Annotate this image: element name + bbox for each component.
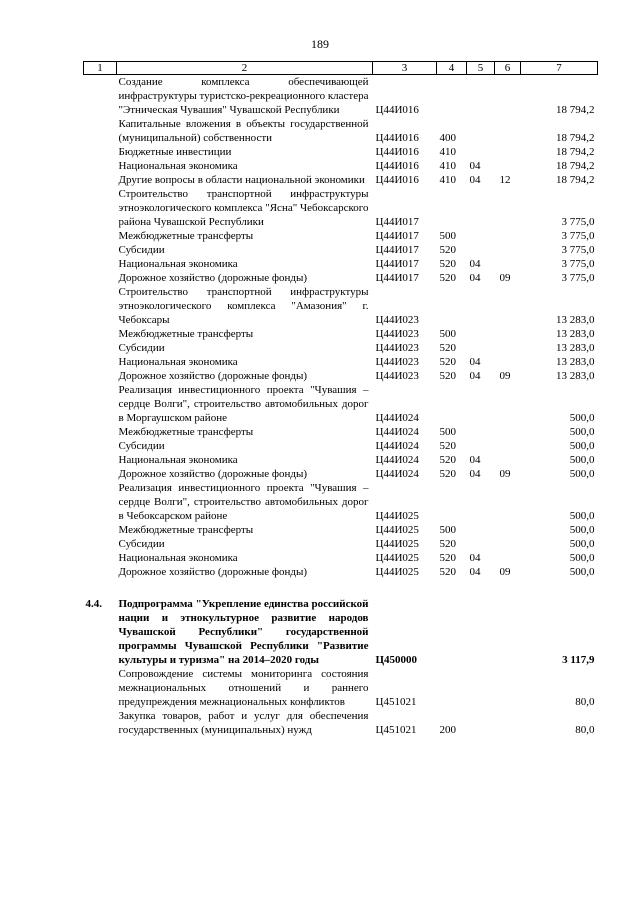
expense-type-code-cell: 520	[439, 370, 456, 382]
section-code-cell	[467, 709, 495, 737]
amount-cell: 3 117,9	[562, 654, 595, 666]
row-number-cell	[84, 327, 117, 341]
table-row	[84, 467, 598, 481]
header-col-3: 3	[373, 62, 437, 75]
subsection-code-cell	[495, 551, 521, 565]
expense-name-cell: Межбюджетные трансферты	[118, 328, 254, 340]
header-col-6: 6	[495, 62, 521, 75]
expense-name-cell: Строительство транспортной инфраструктуры этноэкологического комплекса "Амазония" г. Чебоксары	[118, 286, 369, 326]
expense-type-code-cell	[437, 383, 467, 425]
expense-name-cell: Субсидии	[118, 538, 165, 550]
table-row	[84, 75, 598, 118]
section-code-cell	[467, 481, 495, 523]
subsection-code-cell	[495, 537, 521, 551]
subsection-code-cell	[495, 257, 521, 271]
subsection-code-cell	[495, 285, 521, 327]
header-col-7: 7	[521, 62, 598, 75]
expense-type-code-cell	[437, 481, 467, 523]
amount-cell: 500,0	[569, 440, 595, 452]
amount-cell: 13 283,0	[556, 314, 595, 326]
subsection-code-cell	[495, 355, 521, 369]
amount-cell: 500,0	[569, 412, 595, 424]
expense-type-code-cell: 520	[439, 356, 456, 368]
subsection-code-cell	[495, 75, 521, 118]
subsection-code-cell	[495, 327, 521, 341]
table-body	[84, 75, 598, 738]
target-article-code-cell: Ц44И025	[375, 538, 419, 550]
row-number-cell	[84, 383, 117, 425]
target-article-code-cell: Ц44И016	[375, 132, 419, 144]
section-code-cell	[467, 439, 495, 453]
amount-cell: 500,0	[569, 552, 595, 564]
row-number-cell	[84, 145, 117, 159]
table-row	[84, 341, 598, 355]
row-number-cell	[84, 709, 117, 737]
amount-cell: 500,0	[569, 566, 595, 578]
expense-name-cell: Бюджетные инвестиции	[118, 146, 232, 158]
amount-cell: 80,0	[575, 696, 595, 708]
target-article-code-cell: Ц44И016	[375, 174, 419, 186]
section-code-cell	[467, 425, 495, 439]
row-number-cell	[84, 229, 117, 243]
table-row	[84, 229, 598, 243]
amount-cell: 13 283,0	[556, 342, 595, 354]
amount-cell: 13 283,0	[556, 370, 595, 382]
section-code-cell: 04	[469, 160, 481, 172]
target-article-code-cell: Ц44И025	[375, 566, 419, 578]
target-article-code-cell: Ц44И024	[375, 468, 419, 480]
amount-cell: 18 794,2	[556, 104, 595, 116]
subsection-code-cell: 09	[499, 468, 511, 480]
row-number-cell	[84, 355, 117, 369]
expense-name-cell: Строительство транспортной инфраструктуры этноэкологического комплекса "Ясна" Чебоксарского района Чувашской Республики	[118, 188, 369, 228]
row-number-cell	[84, 187, 117, 229]
section-code-cell	[467, 383, 495, 425]
expense-name-cell: Субсидии	[118, 244, 165, 256]
target-article-code-cell: Ц44И016	[375, 160, 419, 172]
table-row	[84, 327, 598, 341]
row-number-cell	[84, 117, 117, 145]
table-row	[84, 565, 598, 579]
subsection-code-cell	[495, 597, 521, 667]
expense-type-code-cell: 520	[439, 468, 456, 480]
subsection-code-cell	[495, 187, 521, 229]
target-article-code-cell: Ц44И025	[375, 510, 419, 522]
table-row	[84, 187, 598, 229]
amount-cell: 80,0	[575, 724, 595, 736]
row-number-cell	[84, 453, 117, 467]
expense-name-cell: Национальная экономика	[118, 552, 238, 564]
target-article-code-cell: Ц44И023	[375, 370, 419, 382]
row-number-cell	[84, 537, 117, 551]
row-number-cell: 4.4.	[85, 598, 102, 610]
target-article-code-cell: Ц44И024	[375, 412, 419, 424]
subsection-code-cell	[495, 117, 521, 145]
amount-cell: 18 794,2	[556, 132, 595, 144]
table-row	[84, 537, 598, 551]
expense-name-cell: Капитальные вложения в объекты государственной (муниципальной) собственности	[118, 118, 369, 144]
expense-type-code-cell: 520	[439, 552, 456, 564]
subsection-code-cell	[495, 453, 521, 467]
expense-name-cell: Другие вопросы в области национальной экономики	[118, 174, 365, 186]
section-code-cell	[467, 229, 495, 243]
row-number-cell	[84, 551, 117, 565]
expense-type-code-cell: 410	[439, 174, 456, 186]
subsection-code-cell: 09	[499, 370, 511, 382]
expense-type-code-cell: 520	[439, 454, 456, 466]
expense-type-code-cell: 500	[439, 524, 456, 536]
section-code-cell	[467, 597, 495, 667]
expense-name-cell: Субсидии	[118, 342, 165, 354]
row-number-cell	[84, 439, 117, 453]
table-row	[84, 285, 598, 327]
amount-cell: 18 794,2	[556, 174, 595, 186]
table-row	[84, 709, 598, 737]
target-article-code-cell: Ц44И024	[375, 440, 419, 452]
expense-type-code-cell	[437, 75, 467, 118]
subsection-code-cell: 12	[499, 174, 511, 186]
section-code-cell: 04	[469, 174, 481, 186]
expense-type-code-cell: 500	[439, 230, 456, 242]
expense-name-cell: Субсидии	[118, 440, 165, 452]
expense-type-code-cell: 400	[439, 132, 456, 144]
expense-type-code-cell: 520	[439, 258, 456, 270]
table-row	[84, 439, 598, 453]
expense-type-code-cell: 500	[439, 328, 456, 340]
section-code-cell	[467, 145, 495, 159]
section-code-cell	[467, 117, 495, 145]
row-number-cell	[84, 481, 117, 523]
amount-cell: 3 775,0	[561, 272, 595, 284]
subsection-code-cell	[495, 667, 521, 709]
expense-type-code-cell: 520	[439, 244, 456, 256]
amount-cell: 3 775,0	[561, 216, 595, 228]
table-row	[84, 173, 598, 187]
expense-name-cell: Подпрограмма "Укрепление единства российской нации и этнокультурное развитие народов Чувашской Республики" государственной программы Чувашской Республики "Развитие культуры и туризма" на 2014–2020 годы	[118, 598, 369, 666]
subsection-code-cell	[495, 383, 521, 425]
table-row	[84, 271, 598, 285]
table-row	[84, 453, 598, 467]
expense-type-code-cell	[437, 667, 467, 709]
expense-type-code-cell: 410	[439, 146, 456, 158]
target-article-code-cell: Ц44И017	[375, 216, 419, 228]
expense-type-code-cell: 520	[439, 566, 456, 578]
target-article-code-cell: Ц44И023	[375, 342, 419, 354]
expense-name-cell: Национальная экономика	[118, 454, 238, 466]
expense-name-cell: Национальная экономика	[118, 160, 238, 172]
section-code-cell	[467, 327, 495, 341]
expense-name-cell: Межбюджетные трансферты	[118, 524, 254, 536]
amount-cell: 18 794,2	[556, 146, 595, 158]
table-row	[84, 257, 598, 271]
target-article-code-cell: Ц44И017	[375, 230, 419, 242]
amount-cell: 3 775,0	[561, 244, 595, 256]
table-row	[84, 383, 598, 425]
row-number-cell	[84, 667, 117, 709]
expense-type-code-cell	[437, 597, 467, 667]
section-code-cell	[467, 341, 495, 355]
expense-type-code-cell: 520	[439, 538, 456, 550]
table-spacer-row	[84, 579, 598, 597]
expense-name-cell: Реализация инвестиционного проекта "Чувашия – сердце Волги", строительство автомобильных дорог в Чебоксарском районе	[118, 482, 369, 522]
row-number-cell	[84, 243, 117, 257]
expense-type-code-cell: 520	[439, 342, 456, 354]
subsection-code-cell	[495, 145, 521, 159]
amount-cell: 500,0	[569, 468, 595, 480]
table-row	[84, 667, 598, 709]
table-row	[84, 369, 598, 383]
expense-name-cell: Дорожное хозяйство (дорожные фонды)	[118, 566, 308, 578]
subsection-code-cell	[495, 523, 521, 537]
expense-name-cell: Реализация инвестиционного проекта "Чувашия – сердце Волги", строительство автомобильных дорог в Моргаушском районе	[118, 384, 369, 424]
expense-name-cell: Национальная экономика	[118, 356, 238, 368]
target-article-code-cell: Ц451021	[375, 724, 417, 736]
expense-name-cell: Межбюджетные трансферты	[118, 426, 254, 438]
row-number-cell	[84, 173, 117, 187]
row-number-cell	[84, 257, 117, 271]
expense-type-code-cell: 500	[439, 426, 456, 438]
expense-name-cell: Дорожное хозяйство (дорожные фонды)	[118, 370, 308, 382]
expense-type-code-cell	[437, 285, 467, 327]
subsection-code-cell: 09	[499, 272, 511, 284]
target-article-code-cell: Ц44И025	[375, 524, 419, 536]
section-code-cell	[467, 285, 495, 327]
target-article-code-cell: Ц44И025	[375, 552, 419, 564]
amount-cell: 500,0	[569, 510, 595, 522]
amount-cell: 500,0	[569, 538, 595, 550]
section-code-cell: 04	[469, 454, 481, 466]
row-number-cell	[84, 565, 117, 579]
subsection-code-cell	[495, 709, 521, 737]
expense-name-cell: Создание комплекса обеспечивающей инфраструктуры туристско-рекреационного кластера "Этническая Чувашия" Чувашской Республики	[118, 76, 369, 116]
subsection-code-cell: 09	[499, 566, 511, 578]
target-article-code-cell: Ц44И017	[375, 272, 419, 284]
section-code-cell: 04	[469, 468, 481, 480]
amount-cell: 13 283,0	[556, 328, 595, 340]
row-number-cell	[84, 369, 117, 383]
row-number-cell	[84, 285, 117, 327]
section-code-cell: 04	[469, 258, 481, 270]
section-code-cell: 04	[469, 272, 481, 284]
expense-name-cell: Сопровождение системы мониторинга состояния межнациональных отношений и раннего предупреждения межнациональных конфликтов	[118, 668, 369, 708]
subsection-code-cell	[495, 229, 521, 243]
table-row	[84, 117, 598, 145]
row-number-cell	[84, 75, 117, 118]
section-code-cell	[467, 75, 495, 118]
amount-cell: 13 283,0	[556, 356, 595, 368]
expense-type-code-cell: 410	[439, 160, 456, 172]
row-number-cell	[84, 523, 117, 537]
amount-cell: 3 775,0	[561, 258, 595, 270]
table-row	[84, 145, 598, 159]
table-row	[84, 481, 598, 523]
subsection-code-cell	[495, 243, 521, 257]
section-code-cell	[467, 187, 495, 229]
row-number-cell	[84, 425, 117, 439]
header-col-1: 1	[84, 62, 117, 75]
section-code-cell	[467, 243, 495, 257]
target-article-code-cell: Ц44И023	[375, 314, 419, 326]
subsection-code-cell	[495, 159, 521, 173]
table-row	[84, 551, 598, 565]
header-col-2: 2	[117, 62, 373, 75]
amount-cell: 18 794,2	[556, 160, 595, 172]
budget-table	[83, 61, 598, 737]
target-article-code-cell: Ц44И017	[375, 244, 419, 256]
subsection-code-cell	[495, 481, 521, 523]
target-article-code-cell: Ц44И024	[375, 426, 419, 438]
target-article-code-cell: Ц451021	[375, 696, 417, 708]
expense-name-cell: Национальная экономика	[118, 258, 238, 270]
target-article-code-cell: Ц44И023	[375, 328, 419, 340]
row-number-cell	[84, 467, 117, 481]
expense-name-cell: Закупка товаров, работ и услуг для обеспечения государственных (муниципальных) нужд	[118, 710, 369, 736]
target-article-code-cell: Ц44И024	[375, 454, 419, 466]
expense-type-code-cell	[437, 187, 467, 229]
row-number-cell	[84, 341, 117, 355]
subsection-code-cell	[495, 341, 521, 355]
expense-name-cell: Межбюджетные трансферты	[118, 230, 254, 242]
expense-name-cell: Дорожное хозяйство (дорожные фонды)	[118, 468, 308, 480]
amount-cell: 500,0	[569, 454, 595, 466]
target-article-code-cell: Ц44И016	[375, 146, 419, 158]
target-article-code-cell: Ц44И023	[375, 356, 419, 368]
table-row	[84, 243, 598, 257]
expense-type-code-cell: 520	[439, 272, 456, 284]
amount-cell: 500,0	[569, 426, 595, 438]
table-row	[84, 355, 598, 369]
section-code-cell	[467, 667, 495, 709]
table-row	[84, 425, 598, 439]
header-col-5: 5	[467, 62, 495, 75]
row-number-cell	[84, 271, 117, 285]
subsection-code-cell	[495, 425, 521, 439]
row-number-cell	[84, 159, 117, 173]
target-article-code-cell: Ц44И017	[375, 258, 419, 270]
spacer-cell	[84, 579, 598, 597]
amount-cell: 3 775,0	[561, 230, 595, 242]
table-row	[84, 597, 598, 667]
expense-type-code-cell: 520	[439, 440, 456, 452]
table-row	[84, 159, 598, 173]
target-article-code-cell: Ц44И016	[375, 104, 419, 116]
amount-cell: 500,0	[569, 524, 595, 536]
section-code-cell: 04	[469, 566, 481, 578]
section-code-cell	[467, 523, 495, 537]
header-col-4: 4	[437, 62, 467, 75]
subsection-code-cell	[495, 439, 521, 453]
target-article-code-cell: Ц450000	[375, 654, 418, 666]
section-code-cell	[467, 537, 495, 551]
table-row	[84, 523, 598, 537]
section-code-cell: 04	[469, 370, 481, 382]
expense-type-code-cell: 200	[439, 724, 456, 736]
page-number: 189	[311, 37, 329, 51]
header-row	[84, 62, 598, 75]
section-code-cell: 04	[469, 552, 481, 564]
section-code-cell: 04	[469, 356, 481, 368]
expense-name-cell: Дорожное хозяйство (дорожные фонды)	[118, 272, 308, 284]
